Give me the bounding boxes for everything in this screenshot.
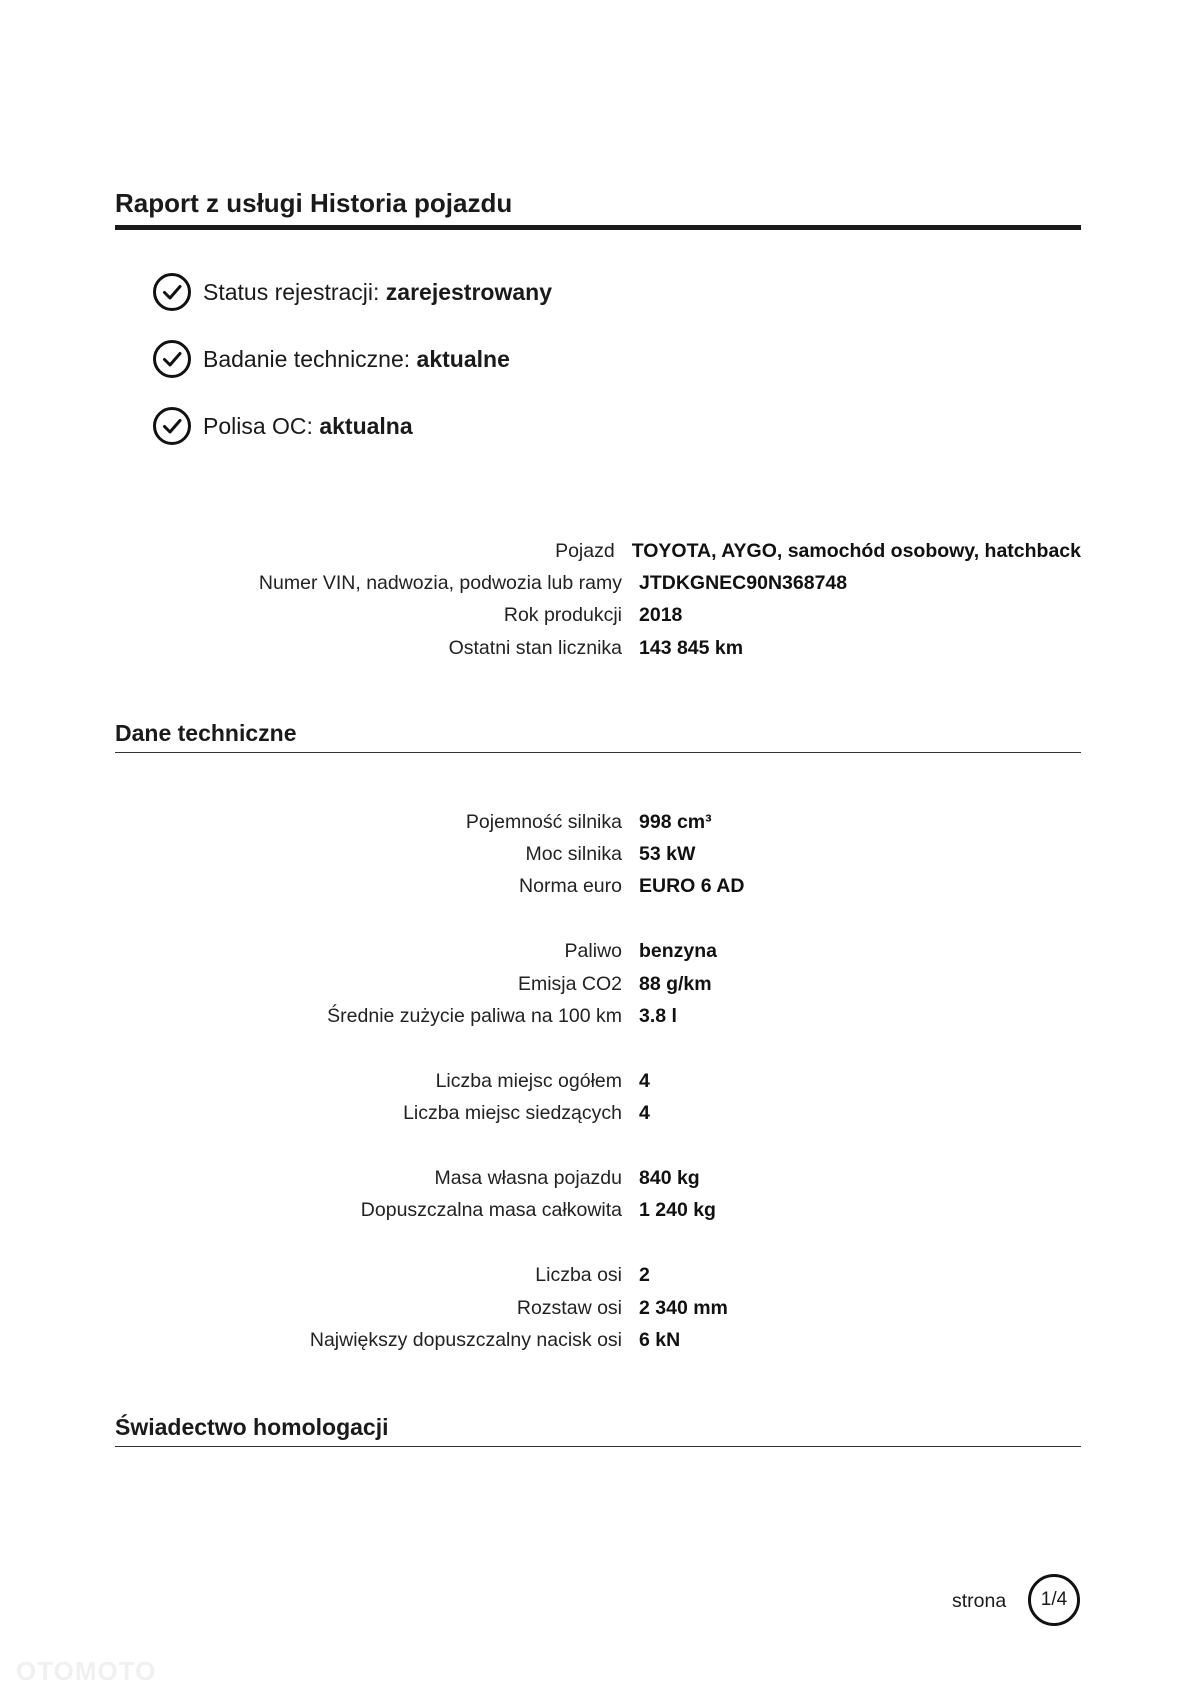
group-spacer xyxy=(115,1033,1081,1065)
page-number-badge xyxy=(1028,1574,1080,1626)
kv-value: 840 kg xyxy=(639,1166,700,1189)
kv-row xyxy=(115,1292,1081,1324)
watermark-logo: OTOMOTO xyxy=(16,1656,157,1686)
status-item-inspection xyxy=(152,339,552,379)
title-divider xyxy=(115,225,1081,230)
kv-value: EURO 6 AD xyxy=(639,875,745,898)
section-title-technical: Dane techniczne xyxy=(115,720,297,746)
kv-label: Norma euro xyxy=(519,875,622,898)
kv-row xyxy=(115,936,1081,968)
status-inspection-text xyxy=(203,346,510,373)
section-title-homologation: Świadectwo homologacji xyxy=(115,1414,389,1440)
kv-value: 143 845 km xyxy=(639,636,744,659)
kv-value: 6 kN xyxy=(639,1328,681,1351)
status-value: aktualne xyxy=(416,345,510,372)
kv-value: 3.8 l xyxy=(639,1005,677,1028)
page-number: 1/4 xyxy=(1040,1589,1068,1610)
kv-value: TOYOTA, AYGO, samochód osobowy, hatchback xyxy=(631,539,1081,562)
kv-label: Emisja CO2 xyxy=(517,972,622,995)
kv-label: Masa własna pojazdu xyxy=(434,1166,622,1189)
kv-row xyxy=(115,968,1081,1000)
kv-row xyxy=(115,1000,1081,1032)
kv-value: benzyna xyxy=(639,940,718,963)
kv-label: Pojemność silnika xyxy=(465,810,622,833)
check-circle-icon xyxy=(152,339,192,379)
kv-row xyxy=(115,871,1081,903)
kv-label: Rok produkcji xyxy=(503,604,622,627)
kv-label: Moc silnika xyxy=(525,843,622,866)
kv-value: 1 240 kg xyxy=(639,1199,716,1222)
status-insurance-text xyxy=(203,413,413,440)
kv-row xyxy=(115,838,1081,870)
status-value: aktualna xyxy=(319,412,413,439)
page-title: Raport z usługi Historia pojazdu xyxy=(115,188,513,218)
status-value: zarejestrowany xyxy=(385,278,552,305)
kv-value: 998 cm³ xyxy=(639,810,712,833)
status-list xyxy=(152,272,552,473)
vehicle-summary xyxy=(115,535,1081,665)
kv-value: 4 xyxy=(639,1069,650,1092)
kv-value: 4 xyxy=(639,1102,650,1125)
status-label: Badanie techniczne: xyxy=(203,345,411,372)
kv-row xyxy=(115,1259,1081,1291)
kv-row xyxy=(115,1098,1081,1130)
kv-row xyxy=(115,1065,1081,1097)
kv-value: 53 kW xyxy=(639,843,696,866)
kv-label: Paliwo xyxy=(564,940,622,963)
kv-value: 2 xyxy=(639,1264,650,1287)
kv-row xyxy=(115,535,1081,567)
technical-data xyxy=(115,806,1081,1357)
kv-label: Liczba osi xyxy=(535,1264,622,1287)
group-spacer xyxy=(115,1130,1081,1162)
status-label: Status rejestracji: xyxy=(203,278,380,305)
section-divider xyxy=(115,1446,1081,1447)
status-item-registration xyxy=(152,272,552,312)
kv-row xyxy=(115,567,1081,599)
kv-label: Rozstaw osi xyxy=(516,1296,622,1319)
kv-label: Liczba miejsc ogółem xyxy=(435,1069,622,1092)
kv-label: Ostatni stan licznika xyxy=(448,636,622,659)
group-spacer xyxy=(115,903,1081,935)
kv-label: Liczba miejsc siedzących xyxy=(403,1102,622,1125)
kv-label: Numer VIN, nadwozia, podwozia lub ramy xyxy=(258,572,622,595)
kv-label: Dopuszczalna masa całkowita xyxy=(360,1199,622,1222)
kv-value: 88 g/km xyxy=(639,972,712,995)
check-circle-icon xyxy=(152,272,192,312)
status-label: Polisa OC: xyxy=(203,412,313,439)
kv-row xyxy=(115,600,1081,632)
kv-row xyxy=(115,1162,1081,1194)
kv-row xyxy=(115,632,1081,664)
kv-row xyxy=(115,806,1081,838)
page-label: strona xyxy=(952,1590,1007,1612)
status-registration-text xyxy=(203,279,552,306)
kv-value: JTDKGNEC90N368748 xyxy=(639,572,848,595)
kv-label: Pojazd xyxy=(555,539,615,562)
check-circle-icon xyxy=(152,406,192,446)
kv-row xyxy=(115,1324,1081,1356)
kv-row xyxy=(115,1195,1081,1227)
status-item-insurance xyxy=(152,406,552,446)
kv-value: 2018 xyxy=(639,604,683,627)
kv-label: Największy dopuszczalny nacisk osi xyxy=(309,1328,622,1351)
kv-label: Średnie zużycie paliwa na 100 km xyxy=(327,1005,622,1028)
kv-value: 2 340 mm xyxy=(639,1296,728,1319)
group-spacer xyxy=(115,1227,1081,1259)
section-divider xyxy=(115,752,1081,753)
